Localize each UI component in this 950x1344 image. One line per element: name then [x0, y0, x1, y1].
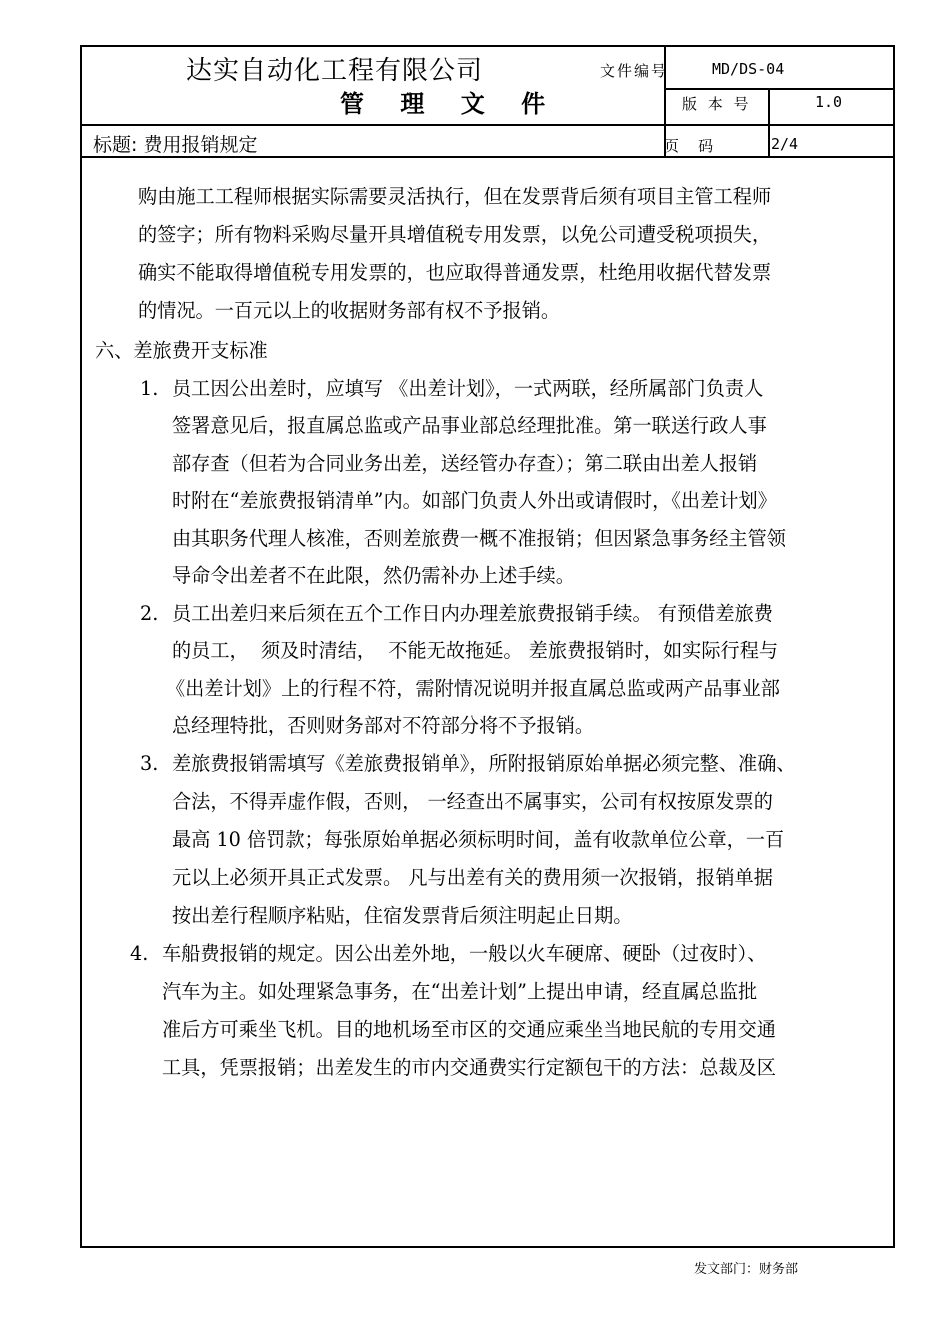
- document-type: 管 理 文 件: [340, 89, 560, 118]
- item-line: 准后方可乘坐飞机。目的地机场至市区的交通应乘坐当地民航的专用交通: [162, 1018, 776, 1041]
- item-line: 的员工， 须及时清结， 不能无故拖延。 差旅费报销时，如实际行程与: [172, 639, 779, 662]
- item-number: 4.: [130, 942, 149, 965]
- item-line: 元以上必须开具正式发票。 凡与出差有关的费用须一次报销，报销单据: [172, 866, 773, 889]
- intro-line: 购由施工工程师根据实际需要灵活执行，但在发票背后须有项目主管工程师: [138, 185, 772, 208]
- item-line: 导命令出差者不在此限，然仍需补办上述手续。: [172, 564, 575, 587]
- header-divider-v2: [768, 88, 770, 157]
- intro-line: 的签字；所有物料采购尽量开具增值税专用发票，以免公司遭受税项损失，: [138, 223, 772, 246]
- item-line: 时附在“差旅费报销清单”内。如部门负责人外出或请假时，《出差计划》: [172, 489, 777, 512]
- item-line: 工具，凭票报销；出差发生的市内交通费实行定额包干的方法：总裁及区: [162, 1056, 776, 1079]
- issuing-department: 发文部门：财务部: [694, 1262, 799, 1277]
- item-line: 签署意见后，报直属总监或产品事业部总经理批准。第一联送行政人事: [172, 414, 767, 437]
- company-name: 达实自动化工程有限公司: [186, 56, 484, 86]
- item-number: 1.: [140, 377, 159, 400]
- item-line: 车船费报销的规定。因公出差外地，一般以火车硬席、硬卧（过夜时）、: [162, 942, 767, 965]
- page-number-label: 页 码: [664, 137, 714, 155]
- doc-number-value: MD/DS-04: [712, 60, 785, 78]
- item-line: 最高 10 倍罚款；每张原始单据必须标明时间，盖有收款单位公章，一百: [172, 828, 785, 851]
- item-line: 员工出差归来后须在五个工作日内办理差旅费报销手续。 有预借差旅费: [172, 602, 773, 625]
- item-line: 按出差行程顺序粘贴，住宿发票背后须注明起止日期。: [172, 904, 633, 927]
- intro-line: 的情况。一百元以上的收据财务部有权不予报销。: [138, 299, 561, 322]
- item-line: 汽车为主。如处理紧急事务，在“出差计划”上提出申请，经直属总监批: [162, 980, 758, 1003]
- page-number-value: 2/4: [771, 135, 799, 153]
- page-title: 标题: 费用报销规定: [93, 134, 258, 156]
- header-divider-h2: [80, 124, 895, 126]
- doc-number-label: 文件编号: [600, 62, 669, 80]
- header-divider-h1: [664, 88, 895, 90]
- item-number: 3.: [140, 752, 159, 775]
- item-line: 《出差计划》上的行程不符，需附情况说明并报直属总监或两产品事业部: [166, 677, 780, 700]
- item-line: 部存查（但若为合同业务出差，送经管办存查）；第二联由出差人报销: [172, 452, 758, 475]
- item-line: 差旅费报销需填写《差旅费报销单》，所附报销原始单据必须完整、准确、: [172, 752, 796, 775]
- section-heading: 六、差旅费开支标准: [95, 339, 268, 362]
- item-line: 合法，不得弄虚作假，否则， 一经查出不属事实，公司有权按原发票的: [172, 790, 773, 813]
- item-number: 2.: [140, 602, 159, 625]
- intro-line: 确实不能取得增值税专用发票的，也应取得普通发票，杜绝用收据代替发票: [138, 261, 772, 284]
- version-label: 版 本 号: [682, 95, 752, 113]
- item-line: 由其职务代理人核准，否则差旅费一概不准报销；但因紧急事务经主管领: [172, 527, 786, 550]
- version-value: 1.0: [815, 93, 843, 111]
- item-line: 员工因公出差时，应填写 《出差计划》，一式两联，经所属部门负责人: [172, 377, 764, 400]
- item-line: 总经理特批，否则财务部对不符部分将不予报销。: [172, 714, 595, 737]
